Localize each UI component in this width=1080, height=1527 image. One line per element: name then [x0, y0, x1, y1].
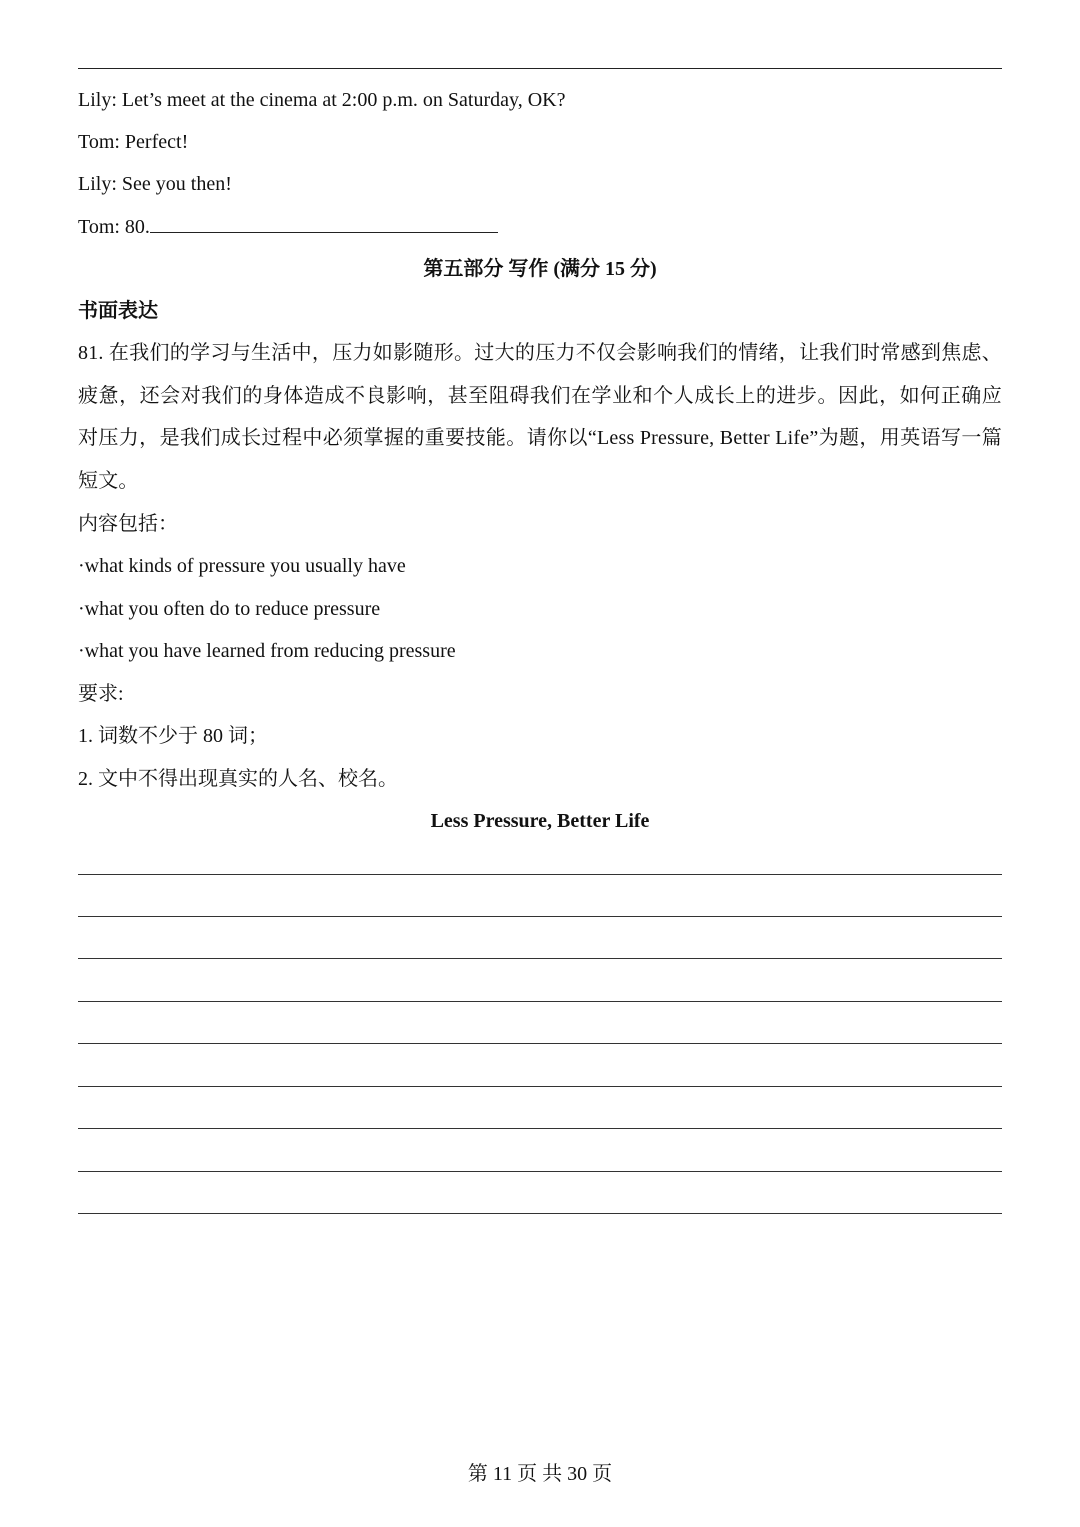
writing-line[interactable] [78, 958, 1002, 959]
question-prompt: 81. 在我们的学习与生活中，压力如影随形。过大的压力不仅会影响我们的情绪，让我们时常感到焦虑、疲惫，还会对我们的身体造成不良影响，甚至阻碍我们在学业和个人成长上的进步。因此，如何正确应对压力，是我们成长过程中必须掌握的重要技能。请你以“Less Pressure, Better Life”为题，用英语写一篇短文。 [78, 342, 1002, 492]
dialogue-line-3: Lily: See you then! [78, 173, 232, 195]
dialogue-line-4-text: Tom: 80. [78, 216, 150, 238]
dialogue-line-4 [78, 212, 498, 241]
writing-line[interactable] [78, 1171, 1002, 1172]
requirement-2: 2. 文中不得出现真实的人名、校名。 [78, 768, 398, 790]
content-point-1: ·what kinds of pressure you usually have [78, 555, 406, 577]
requirement-1: 1. 词数不少于 80 词； [78, 725, 268, 747]
essay-title: Less Pressure, Better Life [430, 810, 650, 832]
content-point-3: ·what you have learned from reducing pressure [78, 640, 456, 662]
page-footer: 第 11 页 共 30 页 [467, 1463, 613, 1485]
top-rule [78, 68, 1002, 69]
section-title: 第五部分 写作 (满分 15 分) [423, 258, 657, 280]
writing-line[interactable] [78, 874, 1002, 875]
requirements-label: 要求: [78, 683, 124, 705]
section-subtitle: 书面表达 [78, 300, 158, 322]
writing-line[interactable] [78, 1086, 1002, 1087]
answer-blank-80[interactable] [150, 212, 498, 233]
dialogue-line-1: Lily: Let’s meet at the cinema at 2:00 p.m. on Saturday, OK? [78, 89, 566, 111]
writing-line[interactable] [78, 916, 1002, 917]
writing-line[interactable] [78, 1213, 1002, 1214]
writing-line[interactable] [78, 1043, 1002, 1044]
content-point-2: ·what you often do to reduce pressure [78, 598, 381, 620]
content-label: 内容包括： [78, 513, 178, 535]
writing-line[interactable] [78, 1128, 1002, 1129]
dialogue-line-2: Tom: Perfect! [78, 131, 189, 153]
writing-line[interactable] [78, 1001, 1002, 1002]
